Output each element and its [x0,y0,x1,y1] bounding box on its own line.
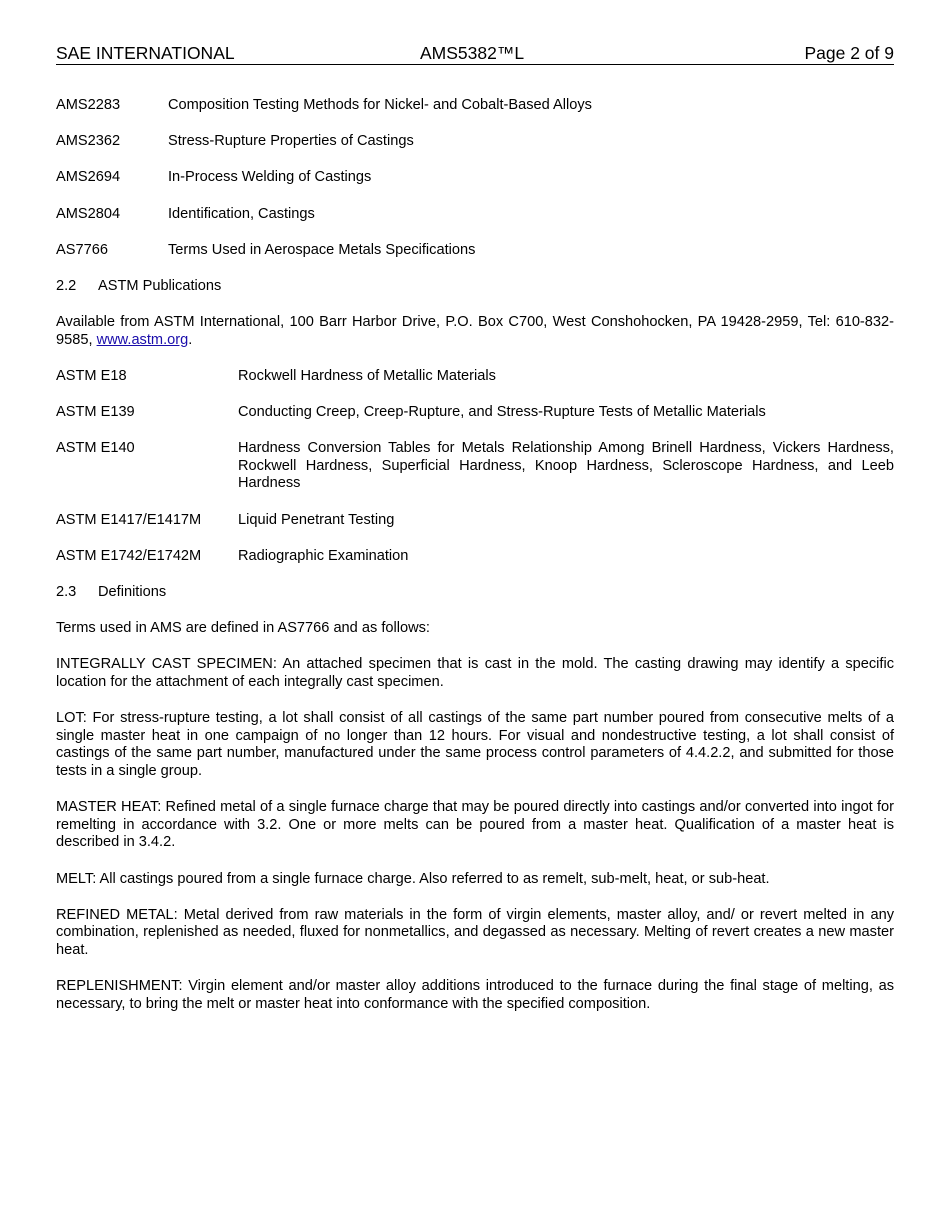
page-header [56,43,894,65]
reference-item [56,169,894,187]
reference-title: Composition Testing Methods for Nickel- and Cobalt-Based Alloys [168,97,592,113]
reference-code: ASTM E1417/E1417M [56,511,202,528]
availability-period: . [188,331,193,348]
ams-reference-list [56,97,894,259]
reference-item [56,548,894,566]
reference-item [56,133,894,151]
reference-title: Radiographic Examination [238,547,409,564]
reference-item [56,97,894,115]
reference-title: Terms Used in Aerospace Metals Specifications [168,241,476,258]
reference-title: Rockwell Hardness of Metallic Materials [238,367,496,384]
reference-title: Liquid Penetrant Testing [238,511,395,528]
astm-reference-list [56,368,894,566]
reference-item [56,242,894,260]
header-page-number: Page 2 of 9 [804,43,894,63]
section-heading-2-3 [56,584,894,602]
definition-replenishment: REPLENISHMENT: Virgin element and/or master alloy additions introduced to the furnace during the final stage of melting, as necessary, to bring the melt or master heat into conformance with the specified composition. [56,978,894,1012]
definition-lot: LOT: For stress-rupture testing, a lot shall consist of all castings of the same part number poured from consecutive melts of a single master heat in one campaign of no longer than 12 hours. For visual and nondestructive testing, a lot shall consist of castings of the same part number, manufactured under the same process control parameters of 4.4.2.2, and submitted for those tests in a single group. [56,710,894,779]
section-number: 2.2 [56,277,77,294]
availability-text: Available from ASTM International, 100 Barr Harbor Drive, P.O. Box C700, West Conshohocken, PA 19428-2959, Tel: 610-832-9585, [56,314,894,348]
reference-item [56,404,894,422]
definitions-intro: Terms used in AMS are defined in AS7766 and as follows: [56,620,430,637]
reference-title: Conducting Creep, Creep-Rupture, and Stress-Rupture Tests of Metallic Materials [238,404,766,421]
reference-item [56,440,894,493]
reference-code: AMS2804 [56,205,121,222]
document-body [56,97,894,1032]
astm-availability-paragraph [56,314,894,349]
reference-item [56,206,894,224]
definition-refined-metal: REFINED METAL: Metal derived from raw materials in the form of virgin elements, master alloy, and/ or revert melted in any combination, replenished as needed, fluxed for nonmetallics, and degassed as necessary. Melting of revert creates a new master heat. [56,906,894,958]
section-title: ASTM Publications [98,277,222,294]
reference-item [56,368,894,386]
reference-title: In-Process Welding of Castings [168,169,372,186]
header-org: SAE INTERNATIONAL [56,43,235,63]
reference-code: ASTM E18 [56,367,127,384]
definition-melt: MELT: All castings poured from a single furnace charge. Also referred to as remelt, sub-melt, heat, or sub-heat. [56,870,770,887]
definition-master-heat: MASTER HEAT: Refined metal of a single furnace charge that may be poured directly into castings and/or converted into ingot for remelting in accordance with 3.2. One or more melts can be poured from a master heat. Qualification of a master heat is described in 3.4.2. [56,799,894,851]
reference-code: ASTM E139 [56,404,135,421]
reference-code: ASTM E140 [56,440,135,457]
reference-code: AMS2283 [56,97,121,113]
reference-title: Identification, Castings [168,205,315,222]
section-number: 2.3 [56,584,77,601]
section-title: Definitions [98,584,167,601]
reference-code: AS7766 [56,241,108,258]
reference-code: AMS2694 [56,169,121,186]
definition-integrally-cast-specimen: INTEGRALLY CAST SPECIMEN: An attached specimen that is cast in the mold. The casting drawing may identify a specific location for the attachment of each integrally cast specimen. [56,656,894,690]
reference-code: AMS2362 [56,133,121,150]
reference-item [56,512,894,530]
reference-title: Hardness Conversion Tables for Metals Relationship Among Brinell Hardness, Vickers Hardness, Rockwell Hardness, Superficial Hardness, Knoop Hardness, Scleroscope Hardness, and Leeb Hardness [238,440,894,492]
section-heading-2-2 [56,278,894,296]
reference-title: Stress-Rupture Properties of Castings [168,133,414,150]
astm-website-link[interactable]: www.astm.org [96,331,189,348]
reference-code: ASTM E1742/E1742M [56,547,202,564]
header-doc-number: AMS5382™L [420,43,525,63]
